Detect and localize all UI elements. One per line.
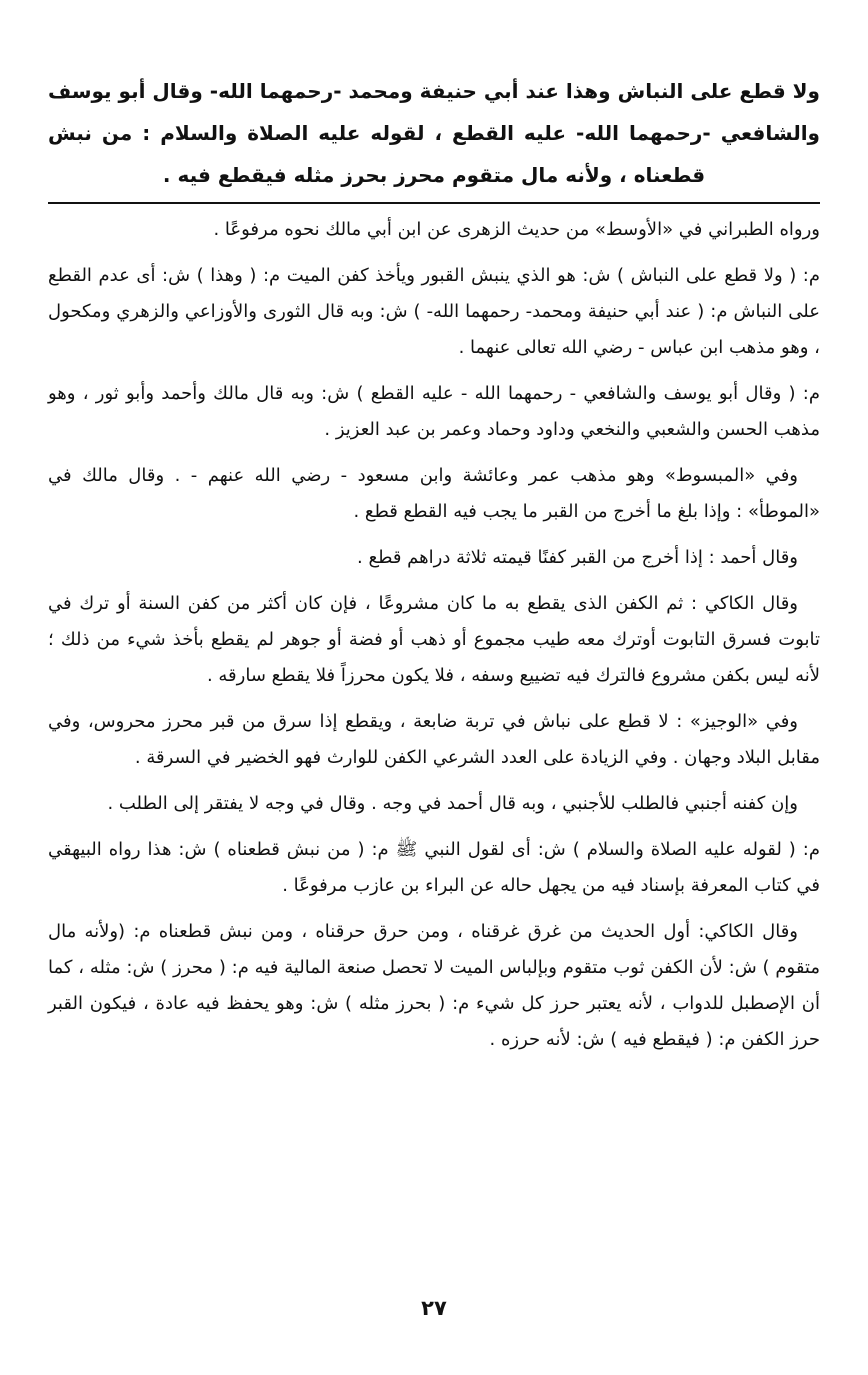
- commentary-paragraph: ورواه الطبراني في «الأوسط» من حديث الزهرى عن ابن أبي مالك نحوه مرفوعًا .: [213, 219, 820, 240]
- separator-line: [48, 202, 820, 204]
- commentary-paragraph: م: ( لقوله عليه الصلاة والسلام ) ش: أى لقول النبي ﷺ م: ( من نبش قطعناه ) ش: هذا رواه البيهقي في كتاب المعرفة بإسناد فيه من يجهل حاله عن البراء بن عازب مرفوعًا .: [48, 839, 820, 896]
- commentary-paragraph: وقال الكاكي: أول الحديث من غرق غرقناه ، ومن حرق حرقناه ، ومن نبش قطعناه م: (ولأنه مال متقوم ) ش: لأن الكفن ثوب متقوم وبإلباس الميت لا تحصل صنعة المالية فيه م: ( محرز ) ش: مثله ، كما أن الإصطبل للدواب ، لأنه يعتبر حرز كل شيء م: ( بحرز مثله ) ش: وهو يحفظ فيه عادة ، فيكون القبر حرز الكفن م: ( فيقطع فيه ) ش: لأنه حرزه .: [48, 921, 820, 1050]
- commentary-paragraph: وقال أحمد : إذا أخرج من القبر كفنًا قيمته ثلاثة دراهم قطع .: [357, 547, 798, 568]
- commentary-paragraph: وفي «الوجيز» : لا قطع على نباش في تربة ضابعة ، ويقطع إذا سرق من قبر محرز محروس، وفي مقابل البلاد وجهان . وفي الزيادة على العدد الشرعي الكفن للوارث فهو الخضير في السرقة .: [48, 711, 820, 768]
- page-body: [48, 70, 820, 1068]
- commentary-paragraph: م: ( وقال أبو يوسف والشافعي - رحمهما الله - عليه القطع ) ش: وبه قال مالك وأحمد وأبو ثور ، وهو مذهب الحسن والشعبي والنخعي وداود وحماد وعمر بن عبد العزيز .: [48, 383, 820, 440]
- page-number: ٢٧: [421, 1296, 447, 1320]
- commentary-paragraph: م: ( ولا قطع على النباش ) ش: هو الذي ينبش القبور ويأخذ كفن الميت م: ( وهذا ) ش: أى عدم القطع على النباش م: ( عند أبي حنيفة ومحمد- رحمهما الله- ) ش: وبه قال الثورى والأوزاعي والزهري ومكحول ، وهو مذهب ابن عباس - رضي الله تعالى عنهما .: [48, 265, 820, 358]
- commentary-paragraph: وقال الكاكي : ثم الكفن الذى يقطع به ما كان مشروعًا ، فإن كان أكثر من كفن السنة أو ترك في تابوت فسرق التابوت أوترك معه طيب مجموع أو ذهب أو فضة أو جوهر لم يقطع بأخذ شيء من ذلك ؛ لأنه ليس بكفن مشروع فالترك فيه تضييع وسفه ، فلا يكون محرزاً فلا يقطع سارقه .: [48, 593, 820, 686]
- commentary-paragraph: وفي «المبسوط» وهو مذهب عمر وعائشة وابن مسعود - رضي الله عنهم - . وقال مالك في «الموطأ» : وإذا بلغ ما أخرج من القبر ما يجب فيه القطع قطع .: [48, 465, 820, 522]
- commentary-paragraph: وإن كفنه أجنبي فالطلب للأجنبي ، وبه قال أحمد في وجه . وقال في وجه لا يفتقر إلى الطلب .: [107, 793, 798, 814]
- matn-text: ولا قطع على النباش وهذا عند أبي حنيفة ومحمد -رحمهما الله- وقال أبو يوسف والشافعي -رحمهما الله- عليه القطع ، لقوله عليه الصلاة والسلام : من نبش قطعناه ، ولأنه مال متقوم محرز بحرز مثله فيقطع فيه .: [48, 79, 820, 187]
